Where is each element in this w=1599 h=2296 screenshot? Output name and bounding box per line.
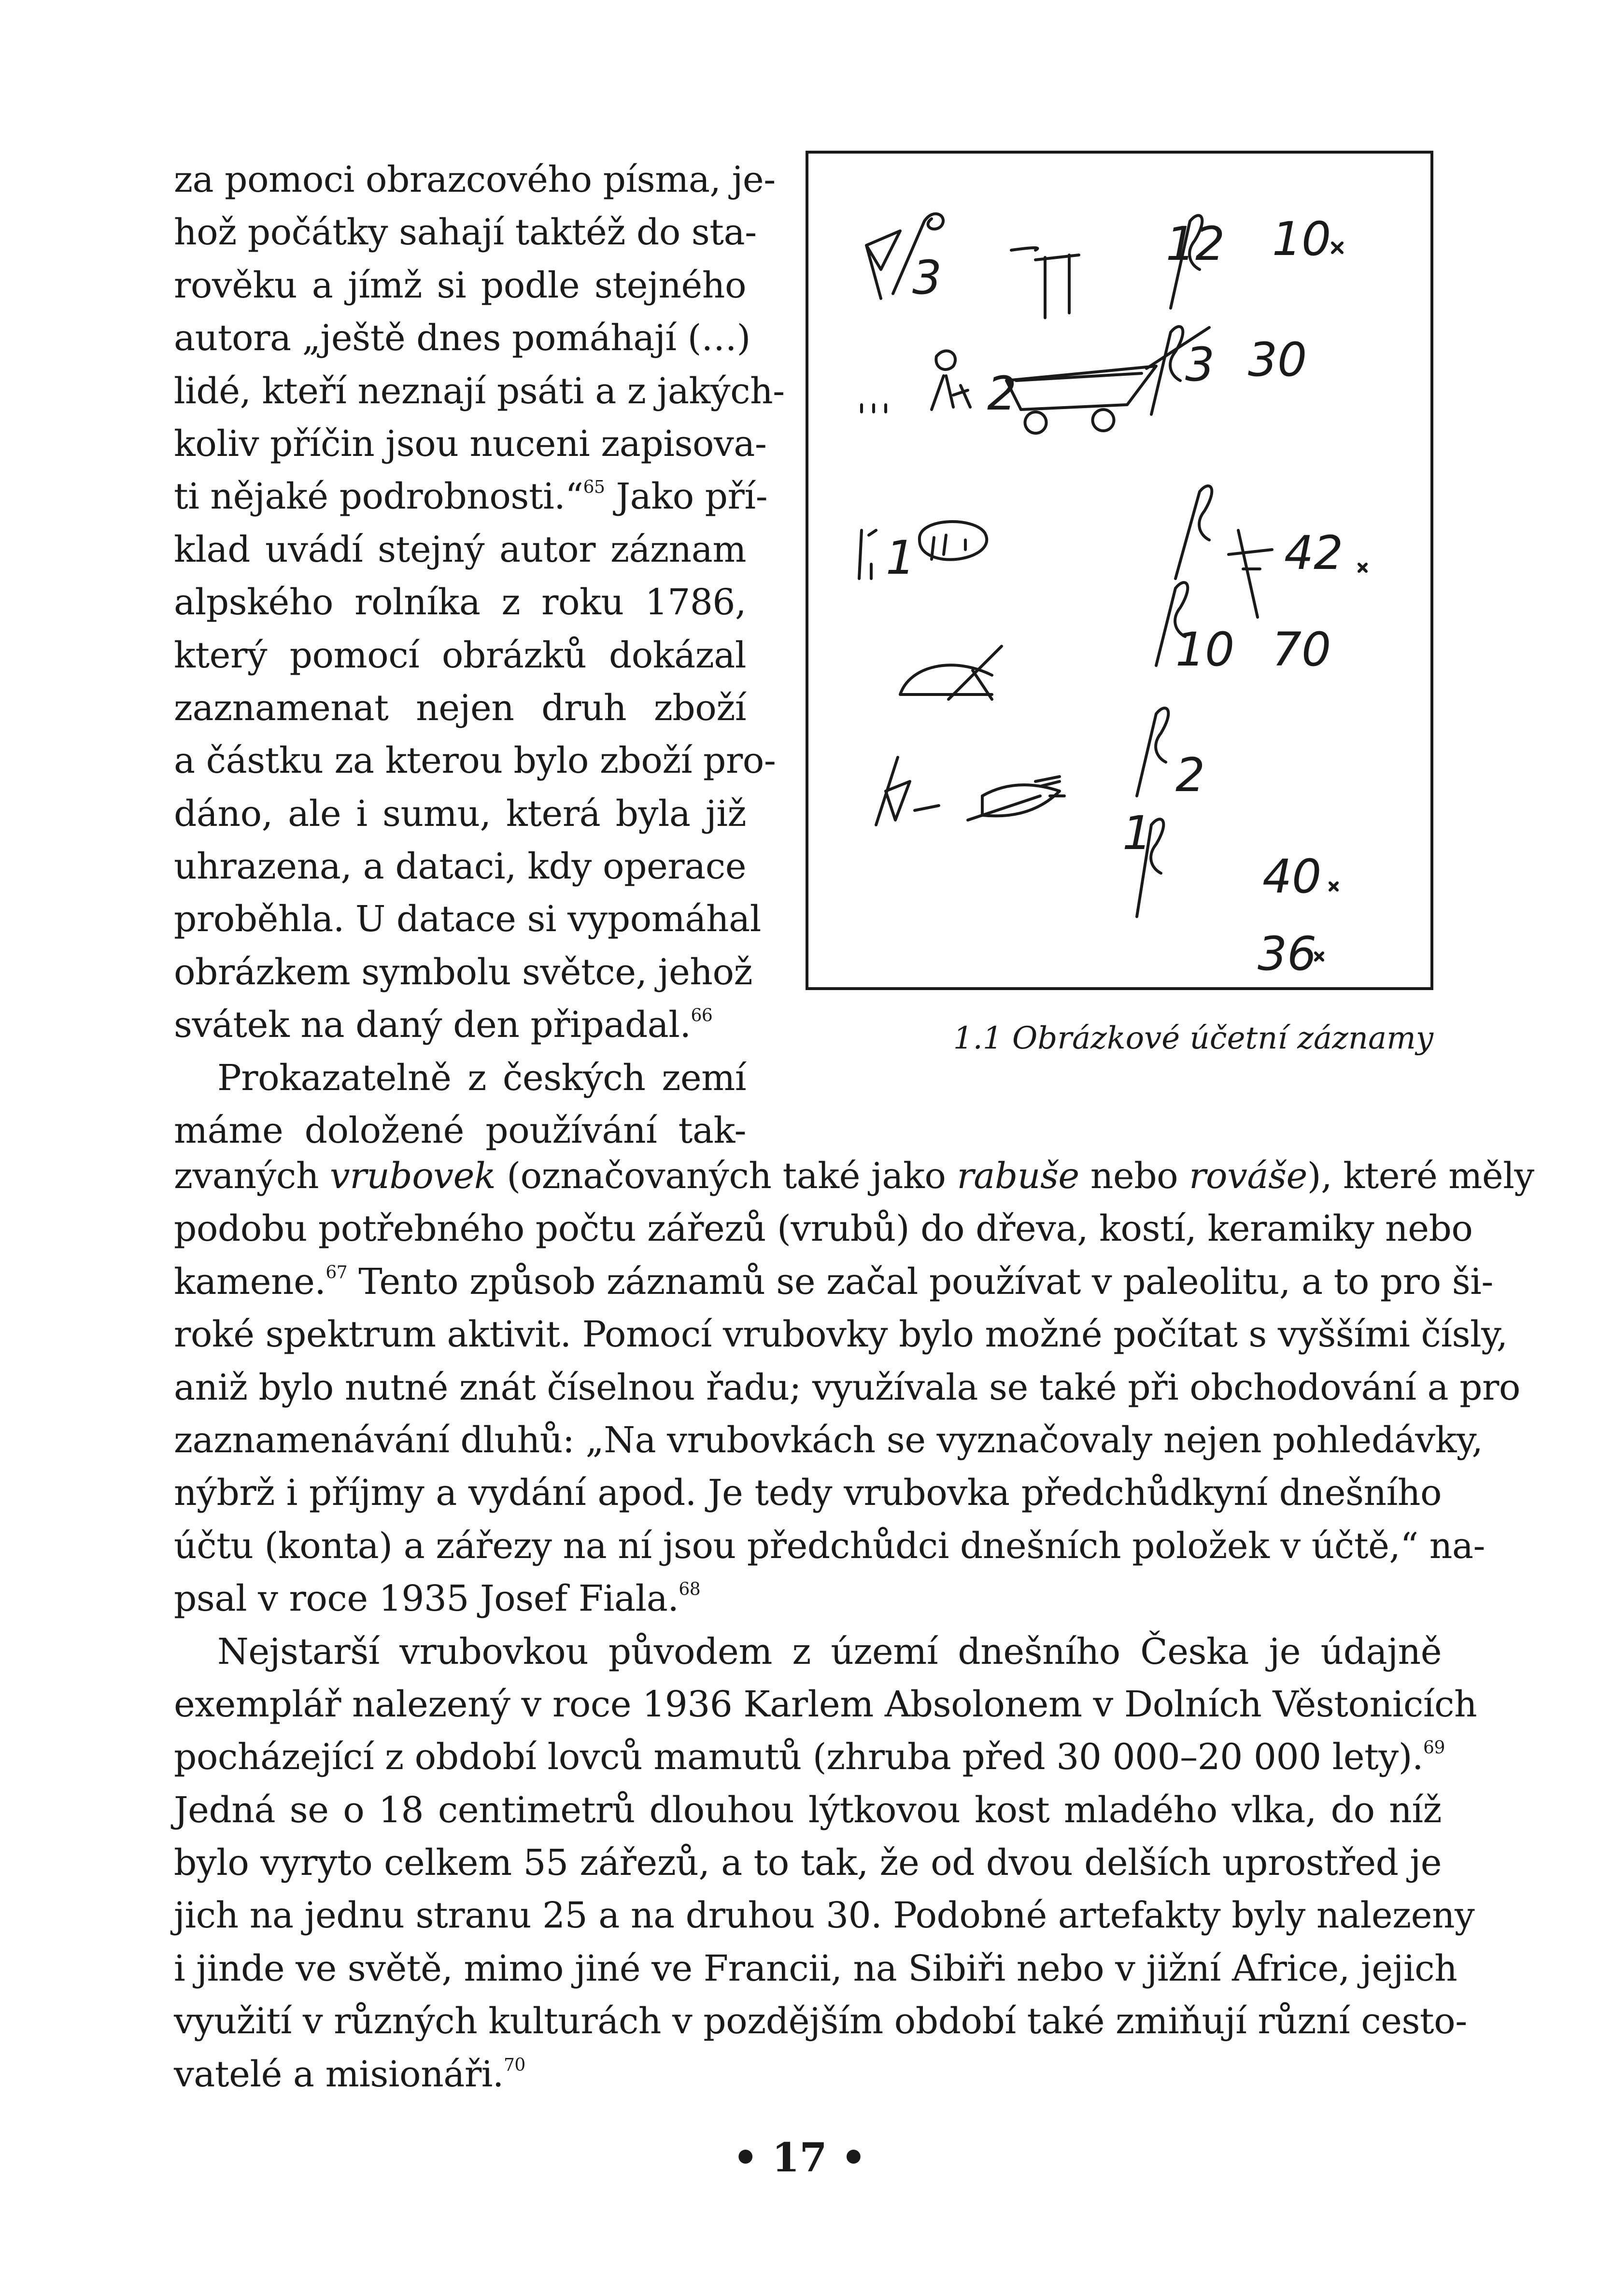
text-line: účtu (konta) a zářezy na ní jsou předchůdci dnešních položek v účtě,“ na- [174, 1525, 1486, 1567]
fraction-glyph [859, 530, 876, 579]
body-text-narrow [174, 154, 785, 1157]
text-line: máme doložené používání tak- [174, 1110, 746, 1152]
text-run: zvaných [174, 1155, 330, 1197]
text-line [174, 1731, 1445, 1784]
coin-glyph [920, 522, 987, 560]
text-line: alpského rolníka z roku 1786, [174, 581, 746, 624]
text-line: za pomoci obrazcového písma, je- [174, 159, 776, 200]
text-line: roké spektrum aktivit. Pomocí vrubovky bylo možné počítat s vyššími čísly, [174, 1314, 1508, 1356]
flag2-glyph [876, 757, 939, 825]
text-run: pocházející z období lovců mamutů (zhruba před 30 000–20 000 lety). [174, 1736, 1424, 1778]
term: rabuše [957, 1155, 1079, 1197]
text-line: klad uvádí stejný autor záznam [174, 528, 746, 570]
handwritten-number: 10 [1175, 623, 1235, 677]
text-line [174, 2048, 1442, 2101]
handwritten-number: 10 [1272, 212, 1331, 266]
text-run: Tento způsob záznamů se začal používat v paleolitu, a to pro ši- [347, 1261, 1493, 1303]
text-line: autora „ještě dnes pomáhají (…) [174, 317, 750, 359]
text-line: jich na jednu stranu 25 a na druhou 30. Podobné artefakty byly nalezeny [174, 1895, 1475, 1937]
text-line: Jedná se o 18 centimetrů dlouhou lýtkovou kost mladého vlka, do níž [174, 1789, 1442, 1831]
text-run: nebo [1079, 1155, 1189, 1197]
text-line: Nejstarší vrubovkou původem z území dnešního Česka je údajně [217, 1630, 1442, 1672]
text-line [174, 1150, 1534, 1203]
small-x-mark [1359, 564, 1366, 571]
text-line: dáno, ale i sumu, která byla již [174, 793, 746, 835]
text-line: bylo vyryto celkem 55 zářezů, a to tak, že od dvou delších uprostřed je [174, 1842, 1442, 1884]
text-run: svátek na daný den připadal. [174, 1004, 691, 1046]
text-line: zaznamenat nejen druh zboží [174, 687, 746, 729]
footnote-ref: 65 [583, 477, 605, 497]
text-run: kamene. [174, 1261, 326, 1303]
handwritten-number: 2 [1175, 748, 1205, 802]
handwritten-number: 2 [987, 367, 1017, 421]
text-line: rověku a jímž si podle stejného [174, 264, 746, 306]
text-run: ti nějaké podrobnosti.“ [174, 476, 583, 518]
text-line [174, 470, 768, 523]
figure-box [806, 151, 1433, 990]
text-line: exemplář nalezený v roce 1936 Karlem Absolonem v Dolních Věstonicích [174, 1683, 1477, 1725]
text-line: i jinde ve světě, mimo jiné ve Francii, na Sibiři nebo v jižní Africe, jejich [174, 1947, 1457, 1989]
gate-glyph [1011, 248, 1079, 318]
footnote-ref: 66 [691, 1006, 713, 1026]
small-x-mark [1330, 883, 1337, 890]
handwritten-number: 1 [1122, 806, 1152, 860]
handwritten-number: 42 [1284, 526, 1344, 580]
text-line [174, 999, 746, 1051]
text-line [174, 1256, 1493, 1308]
text-run: psal v roce 1935 Josef Fiala. [174, 1578, 679, 1620]
hat-glyph [900, 646, 1002, 699]
term: rováše [1189, 1155, 1307, 1197]
body-text-wide [174, 1150, 1534, 2101]
handwritten-number: 70 [1272, 623, 1331, 677]
handwritten-number: 36 [1258, 927, 1317, 981]
handwritten-number: 1 [886, 531, 916, 585]
text-line: aniž bylo nutné znát číselnou řadu; využívala se také při obchodování a pro [174, 1366, 1520, 1408]
figure-caption: 1.1 Obrázkové účetní záznamy [953, 1020, 1433, 1056]
florin-symbol [1137, 708, 1168, 796]
hand-glyph [968, 777, 1064, 820]
florin-symbol [1151, 326, 1183, 414]
florin-symbol [1175, 486, 1212, 579]
handwritten-number: 3 [912, 251, 942, 305]
tally-marks [862, 405, 886, 412]
page-number: • 17 • [733, 2135, 866, 2181]
handwritten-number: 40 [1262, 850, 1322, 904]
text-line: Prokazatelně z českých zemí [217, 1057, 746, 1099]
small-x-mark [1332, 243, 1342, 253]
text-line: využití v různých kulturách v pozdějším období také zmiňují různí cesto- [174, 2000, 1467, 2042]
text-line: obrázkem symbolu světce, jehož [174, 951, 752, 993]
text-line: hož počátky sahají taktéž do sta- [174, 212, 757, 254]
saint-cross-glyph [1229, 530, 1272, 617]
handwritten-number: 12 [1166, 217, 1225, 271]
text-line: nýbrž i příjmy a vydání apod. Je tedy vrubovka předchůdkyní dnešního [174, 1472, 1442, 1514]
text-line: proběhla. U datace si vypomáhal [174, 898, 761, 940]
text-line: uhrazena, a dataci, kdy operace [174, 846, 746, 888]
small-x-mark [1316, 953, 1323, 960]
figure-glyph [932, 351, 970, 410]
footnote-ref: 69 [1423, 1738, 1445, 1758]
text-run: vatelé a misionáři. [174, 2053, 504, 2095]
text-line: který pomocí obrázků dokázal [174, 634, 746, 676]
handwritten-number: 3 [1185, 338, 1215, 392]
handwritten-number: 30 [1248, 333, 1307, 387]
text-run: Jako pří- [605, 476, 768, 518]
text-line: zaznamenávání dluhů: „Na vrubovkách se vyznačovaly nejen pohledávky, [174, 1419, 1483, 1461]
text-line: lidé, kteří neznají psáti a z jakých- [174, 370, 785, 412]
pictographic-records-illustration [808, 154, 1430, 987]
term: vrubovek [330, 1155, 496, 1197]
text-line: podobu potřebného počtu zářezů (vrubů) do dřeva, kostí, keramiky nebo [174, 1208, 1473, 1250]
text-run: (označovaných také jako [495, 1155, 957, 1197]
text-run: ), které měly [1307, 1155, 1534, 1197]
text-line: a částku za kterou bylo zboží pro- [174, 740, 776, 782]
footnote-ref: 70 [503, 2055, 525, 2075]
footnote-ref: 67 [325, 1262, 348, 1283]
text-line [174, 1573, 1442, 1625]
text-line: koliv příčin jsou nuceni zapisova- [174, 423, 767, 465]
footnote-ref: 68 [679, 1579, 701, 1600]
